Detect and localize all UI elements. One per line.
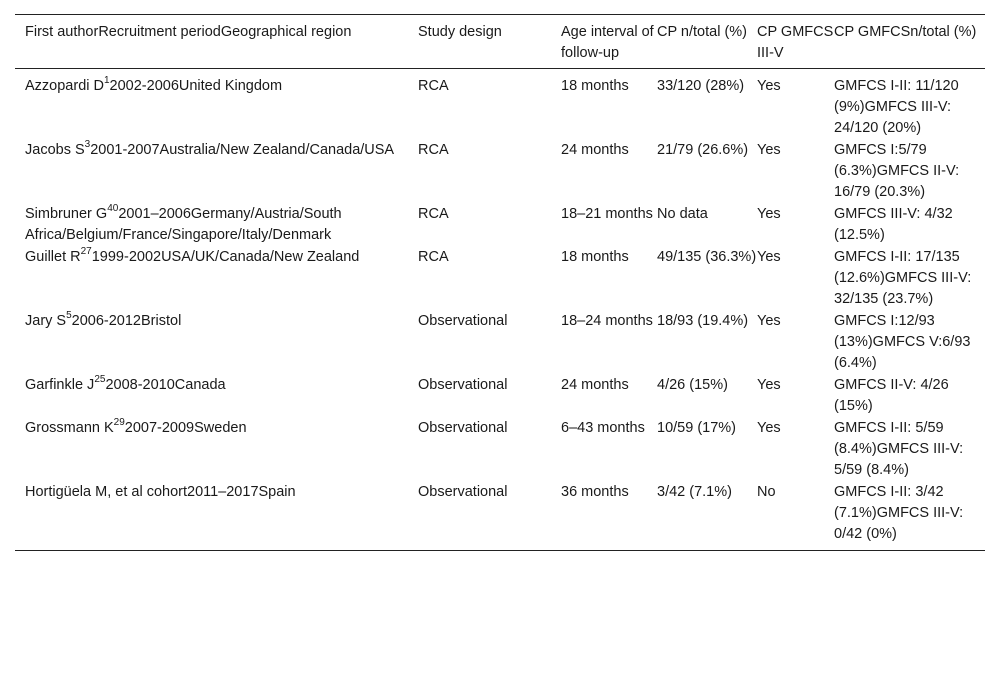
cell-cp-gmfcs-severe: No (757, 484, 776, 500)
cell-study-design: RCA (418, 206, 449, 222)
author-name: Grossmann K (25, 420, 114, 436)
cell-author-period-region (15, 140, 418, 204)
reference-number: 40 (107, 203, 119, 215)
header-study-design: Study design (418, 24, 502, 40)
cell-cp-gmfcs-breakdown: GMFCS I-II: 3/42 (7.1%)GMFCS III-V: 0/42 (0%) (834, 484, 964, 542)
cell-cp-total: No data (657, 206, 708, 222)
reference-number: 25 (94, 374, 106, 386)
cell-author-period-region (15, 482, 418, 551)
table-row (15, 204, 985, 247)
table-row (15, 247, 985, 311)
cell-cp-total: 49/135 (36.3%) (657, 249, 757, 265)
cell-cp-gmfcs-severe: Yes (757, 313, 781, 329)
period-region: 2008-2010Canada (105, 377, 226, 393)
cell-cp-gmfcs-breakdown: GMFCS II-V: 4/26 (15%) (834, 377, 949, 414)
table-row (15, 482, 985, 551)
cell-study-design: RCA (418, 142, 449, 158)
author-name: Jary S (25, 313, 67, 329)
cell-age-interval: 18 months (561, 78, 629, 94)
table-row (15, 69, 985, 141)
period-region: 2001-2007Australia/New Zealand/Canada/USA (90, 142, 395, 158)
cell-age-interval: 18–24 months (561, 313, 653, 329)
cell-cp-gmfcs-breakdown: GMFCS I:5/79 (6.3%)GMFCS II-V: 16/79 (20.3%) (834, 142, 960, 200)
cell-cp-gmfcs-severe: Yes (757, 78, 781, 94)
cell-cp-gmfcs-breakdown: GMFCS I:12/93 (13%)GMFCS V:6/93 (6.4%) (834, 313, 971, 371)
reference-number: 29 (113, 417, 125, 429)
cell-study-design: Observational (418, 420, 508, 436)
cell-cp-gmfcs-breakdown: GMFCS I-II: 11/120 (9%)GMFCS III-V: 24/120 (20%) (834, 78, 959, 136)
cell-cp-total: 18/93 (19.4%) (657, 313, 749, 329)
cell-author-period-region (15, 311, 418, 375)
period-region: 2002-2006United Kingdom (109, 78, 283, 94)
author-name: Jacobs S (25, 142, 85, 158)
table-header (15, 15, 985, 69)
table-container (15, 14, 985, 551)
cell-age-interval: 18–21 months (561, 206, 653, 222)
cell-study-design: RCA (418, 249, 449, 265)
cell-cp-gmfcs-breakdown: GMFCS III-V: 4/32 (12.5%) (834, 206, 953, 243)
table-row (15, 418, 985, 482)
cell-cp-total: 3/42 (7.1%) (657, 484, 732, 500)
cell-author-period-region (15, 247, 418, 311)
header-cp-gmfcs-severe: CP GMFCS III-V (757, 24, 834, 61)
cell-cp-gmfcs-severe: Yes (757, 420, 781, 436)
reference-number: 1 (103, 75, 110, 87)
reference-number: 5 (66, 310, 72, 322)
cell-cp-gmfcs-severe: Yes (757, 249, 781, 265)
cell-author-period-region (15, 69, 418, 141)
author-name: Azzopardi D (25, 78, 104, 94)
header-cp-total: CP n/total (%) (657, 24, 747, 40)
reference-number: 27 (80, 246, 92, 258)
cell-age-interval: 18 months (561, 249, 629, 265)
table-body (15, 69, 985, 551)
author-name: Hortigüela M, et al cohort (25, 484, 187, 500)
cell-author-period-region (15, 204, 418, 247)
cell-author-period-region (15, 418, 418, 482)
cell-cp-total: 4/26 (15%) (657, 377, 728, 393)
cell-study-design: RCA (418, 78, 449, 94)
cell-cp-gmfcs-breakdown: GMFCS I-II: 5/59 (8.4%)GMFCS III-V: 5/59 (8.4%) (834, 420, 964, 478)
cell-study-design: Observational (418, 377, 508, 393)
period-region: 2001–2006Germany/Austria/South Africa/Belgium/France/Singapore/Italy/Denmark (25, 206, 342, 243)
author-name: Guillet R (25, 249, 81, 265)
header-age-interval: Age interval of follow-up (561, 24, 654, 61)
header-row (15, 15, 985, 69)
header-cp-gmfcs-breakdown: CP GMFCSn/total (%) (834, 24, 977, 40)
period-region: 2006-2012Bristol (71, 313, 182, 329)
cell-age-interval: 24 months (561, 377, 629, 393)
table-row (15, 311, 985, 375)
cell-study-design: Observational (418, 484, 508, 500)
study-table (15, 14, 985, 551)
cell-cp-gmfcs-severe: Yes (757, 206, 781, 222)
table-row (15, 375, 985, 418)
author-name: Simbruner G (25, 206, 108, 222)
cell-cp-total: 21/79 (26.6%) (657, 142, 749, 158)
cell-cp-total: 10/59 (17%) (657, 420, 736, 436)
header-first-author: First authorRecruitment periodGeographical region (25, 24, 352, 40)
author-name: Garfinkle J (25, 377, 95, 393)
reference-number: 3 (84, 139, 91, 151)
cell-cp-gmfcs-breakdown: GMFCS I-II: 17/135 (12.6%)GMFCS III-V: 32/135 (23.7%) (834, 249, 972, 307)
cell-cp-total: 33/120 (28%) (657, 78, 745, 94)
cell-author-period-region (15, 375, 418, 418)
period-region: 1999-2002USA/UK/Canada/New Zealand (91, 249, 360, 265)
cell-age-interval: 36 months (561, 484, 629, 500)
cell-study-design: Observational (418, 313, 508, 329)
cell-cp-gmfcs-severe: Yes (757, 377, 781, 393)
cell-age-interval: 24 months (561, 142, 629, 158)
period-region: 2007-2009Sweden (124, 420, 247, 436)
cell-age-interval: 6–43 months (561, 420, 645, 436)
table-row (15, 140, 985, 204)
period-region: 2011–2017Spain (187, 484, 296, 500)
cell-cp-gmfcs-severe: Yes (757, 142, 781, 158)
